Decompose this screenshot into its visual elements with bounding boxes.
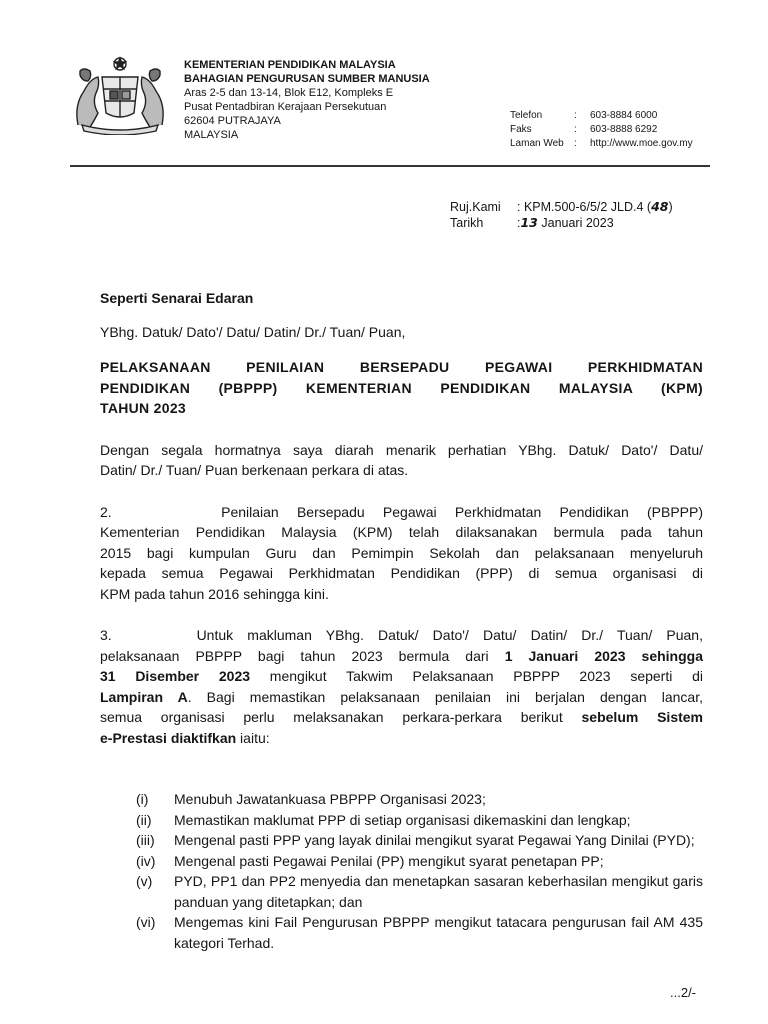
paragraph-2 xyxy=(100,502,703,605)
subject-line: TAHUN 2023 xyxy=(100,400,186,416)
ref-label: Ruj.Kami xyxy=(450,200,501,214)
reference-date xyxy=(450,215,673,231)
contact-label: Faks xyxy=(510,124,532,135)
reference-block xyxy=(450,199,673,231)
paragraph-line: 2. Penilaian Bersepadu Pegawai Perkhidmatan Pendidikan (PBPPP) xyxy=(100,503,703,520)
paragraph-line: Datin/ Dr./ Tuan/ Puan berkenaan perkara di atas. xyxy=(100,462,409,478)
page-continuation-marker: ...2/- xyxy=(670,985,697,1000)
recipient: Seperti Senarai Edaran xyxy=(100,290,254,306)
contact-fax: Faks : 603-8888 6292 xyxy=(510,124,658,135)
malaysia-coat-of-arms-logo xyxy=(70,55,170,135)
ministry-name: KEMENTERIAN PENDIDIKAN MALAYSIA xyxy=(184,59,396,71)
contact-value: 603-8884 6000 xyxy=(590,110,658,121)
subject-heading xyxy=(100,357,703,419)
address-line: Pusat Pentadbiran Kerajaan Persekutuan xyxy=(184,101,387,113)
reference-number xyxy=(450,199,673,215)
handwritten-number: 48 xyxy=(651,199,669,214)
address-line: MALAYSIA xyxy=(184,129,239,141)
paragraph-line: e-Prestasi diaktifkan iaitu: xyxy=(100,729,270,746)
address-line: Aras 2-5 dan 13-14, Blok E12, Kompleks E xyxy=(184,87,394,99)
address-line: 62604 PUTRAJAYA xyxy=(184,115,281,127)
division-name: BAHAGIAN PENGURUSAN SUMBER MANUSIA xyxy=(184,73,430,85)
handwritten-day: 13 xyxy=(520,215,538,230)
subject-line: PELAKSANAAN PENILAIAN BERSEPADU PEGAWAI PERKHIDMATAN xyxy=(100,359,703,375)
paragraph-line: Dengan segala hormatnya saya diarah menarik perhatian YBhg. Datuk/ Dato'/ Datu/ xyxy=(100,441,703,458)
letterhead-contacts xyxy=(510,109,693,151)
paragraph-line: kepada semua Pegawai Perkhidmatan Pendidikan (PPP) di semua organisasi di xyxy=(100,565,703,581)
paragraph-line: pelaksanaan PBPPP bagi tahun 2023 bermula dari 1 Januari 2023 sehingga xyxy=(100,647,703,664)
letterhead-organization xyxy=(184,58,430,142)
date-label: Tarikh xyxy=(450,216,484,230)
header-divider xyxy=(70,165,710,167)
list-item: (v) PYD, PP1 dan PP2 menyedia dan menetapkan sasaran keberhasilan mengikut garis panduan yang ditetapkan; dan xyxy=(136,873,703,910)
ref-value: : KPM.500-6/5/2 JLD.4 (48) xyxy=(517,199,673,214)
paragraph-3 xyxy=(100,625,703,748)
contact-label: Laman Web xyxy=(510,138,564,149)
contact-value: http://www.moe.gov.my xyxy=(590,138,693,149)
list-item: (iii) Mengenal pasti PPP yang layak dinilai mengikut syarat Pegawai Yang Dinilai (PYD); xyxy=(136,832,695,848)
action-item-list xyxy=(136,789,703,953)
paragraph-line: KPM pada tahun 2016 sehingga kini. xyxy=(100,585,329,602)
contact-label: Telefon xyxy=(510,110,543,121)
paragraph-line: 3. Untuk makluman YBhg. Datuk/ Dato'/ Datu/ Datin/ Dr./ Tuan/ Puan, xyxy=(100,627,703,643)
paragraph-line: 2015 bagi kumpulan Guru dan Pemimpin Sekolah dan pelaksanaan menyeluruh xyxy=(100,544,703,561)
paragraph-line: Kementerian Pendidikan Malaysia (KPM) telah dilaksanakan bermula pada tahun xyxy=(100,524,703,540)
list-item: (vi) Mengemas kini Fail Pengurusan PBPPP mengikut tatacara pengurusan fail AM 435 kategori Terhad. xyxy=(136,914,703,951)
date-value: :13 Januari 2023 xyxy=(517,215,614,230)
paragraph-line: 31 Disember 2023 mengikut Takwim Pelaksanaan PBPPP 2023 seperti di xyxy=(100,668,703,684)
contact-value: 603-8888 6292 xyxy=(590,124,658,135)
paragraph-line: semua organisasi perlu melaksanakan perkara-perkara berikut sebelum Sistem xyxy=(100,709,703,725)
subject-line: PENDIDIKAN (PBPPP) KEMENTERIAN PENDIDIKAN MALAYSIA (KPM) xyxy=(100,379,703,396)
list-item: (i) Menubuh Jawatankuasa PBPPP Organisasi 2023; xyxy=(136,791,486,807)
contact-website: Laman Web : http://www.moe.gov.my xyxy=(510,138,693,149)
paragraph-1 xyxy=(100,440,703,481)
contact-phone: Telefon : 603-8884 6000 xyxy=(510,110,658,121)
salutation: YBhg. Datuk/ Dato'/ Datu/ Datin/ Dr./ Tuan/ Puan, xyxy=(100,323,406,340)
list-item: (iv) Mengenal pasti Pegawai Penilai (PP) mengikut syarat penetapan PP; xyxy=(136,852,604,869)
letter-body xyxy=(100,288,703,748)
paragraph-line: Lampiran A. Bagi memastikan pelaksanaan penilaian ini berjalan dengan lancar, xyxy=(100,688,704,705)
list-item: (ii) Memastikan maklumat PPP di setiap organisasi dikemaskini dan lengkap; xyxy=(136,811,631,828)
